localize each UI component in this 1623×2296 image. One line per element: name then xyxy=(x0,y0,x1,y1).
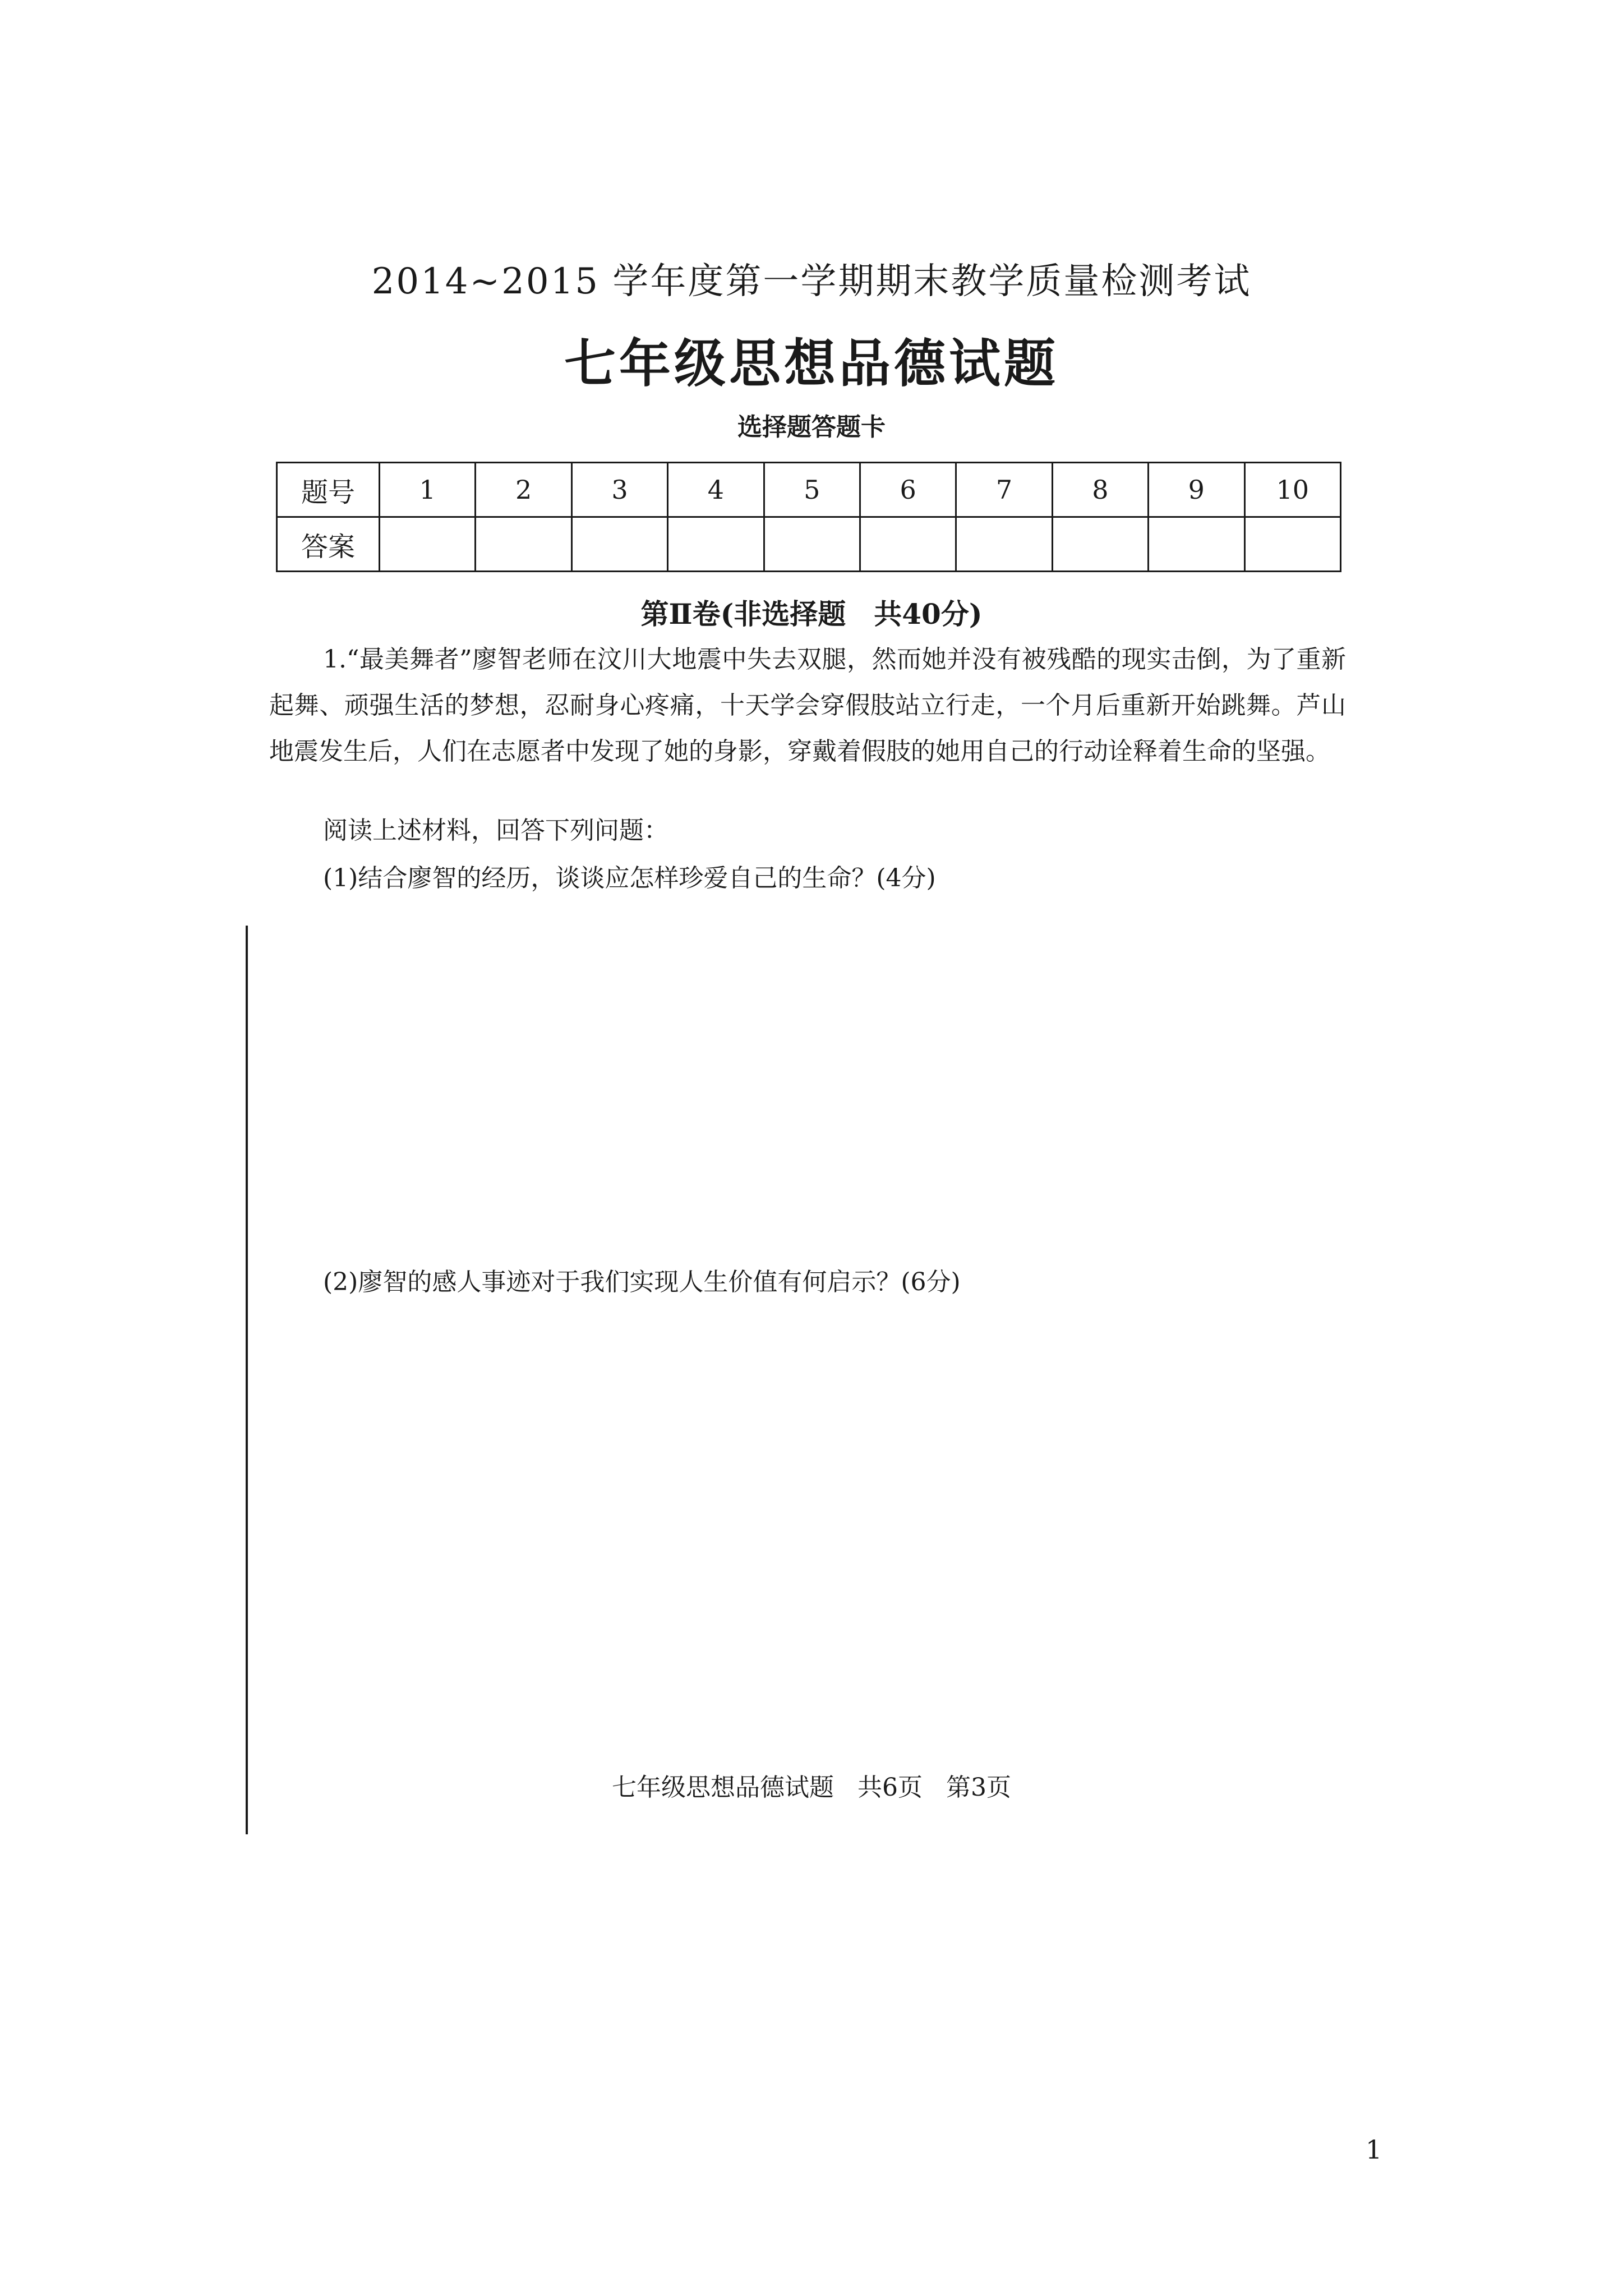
answer-cell[interactable] xyxy=(764,517,860,572)
footer-total-pages: 共6页 xyxy=(857,1773,923,1802)
question-2: (2)廖智的感人事迹对于我们实现人生价值有何启示？(6分) xyxy=(323,1268,961,1296)
answer-cell[interactable] xyxy=(1149,517,1244,572)
footer-current-page: 第3页 xyxy=(946,1773,1011,1802)
question-number-cell: 7 xyxy=(956,463,1052,517)
page-number: 1 xyxy=(1366,2134,1382,2165)
answer-cell[interactable] xyxy=(380,517,476,572)
question-number-label: 题号 xyxy=(277,463,380,517)
answer-cell[interactable] xyxy=(956,517,1052,572)
answer-row xyxy=(277,517,1341,572)
question-number-cell: 3 xyxy=(571,463,667,517)
question-number-cell: 4 xyxy=(668,463,764,517)
answer-cell[interactable] xyxy=(571,517,667,572)
question-number-cell: 10 xyxy=(1244,463,1340,517)
answer-label: 答案 xyxy=(277,517,380,572)
question-number-cell: 5 xyxy=(764,463,860,517)
question-number-cell: 1 xyxy=(380,463,476,517)
exam-title: 2014~2015 学年度第一学期期末教学质量检测考试 xyxy=(371,261,1252,302)
answer-cell[interactable] xyxy=(476,517,571,572)
answer-cell[interactable] xyxy=(860,517,956,572)
answer-card-table xyxy=(276,462,1341,572)
answer-cell[interactable] xyxy=(1052,517,1148,572)
footer-subject: 七年级思想品德试题 xyxy=(612,1773,834,1802)
page-footer xyxy=(0,1767,1623,1803)
question-1: (1)结合廖智的经历，谈谈应怎样珍爱自己的生命？(4分) xyxy=(323,864,936,892)
question-number-cell: 9 xyxy=(1149,463,1244,517)
question-number-cell: 8 xyxy=(1052,463,1148,517)
answer-card-title: 选择题答题卡 xyxy=(737,413,886,441)
section-heading: 第Ⅱ卷(非选择题 共40分) xyxy=(640,597,983,631)
margin-rule xyxy=(246,926,248,1834)
answer-cell[interactable] xyxy=(668,517,764,572)
question-number-cell: 6 xyxy=(860,463,956,517)
answer-cell[interactable] xyxy=(1244,517,1340,572)
question-number-row xyxy=(277,463,1341,517)
question-number-cell: 2 xyxy=(476,463,571,517)
subject-title: 七年级思想品德试题 xyxy=(564,333,1059,394)
instruction-text: 阅读上述材料，回答下列问题： xyxy=(323,816,668,845)
reading-passage: 1.“最美舞者”廖智老师在汶川大地震中失去双腿，然而她并没有被残酷的现实击倒，为了重新起舞、顽强生活的梦想，忍耐身心疼痛，十天学会穿假肢站立行走，一个月后重新开始跳舞。芦山地震发生后，人们在志愿者中发现了她的身影，穿戴着假肢的她用自己的行动诠释着生命的坚强。 xyxy=(269,645,1346,766)
